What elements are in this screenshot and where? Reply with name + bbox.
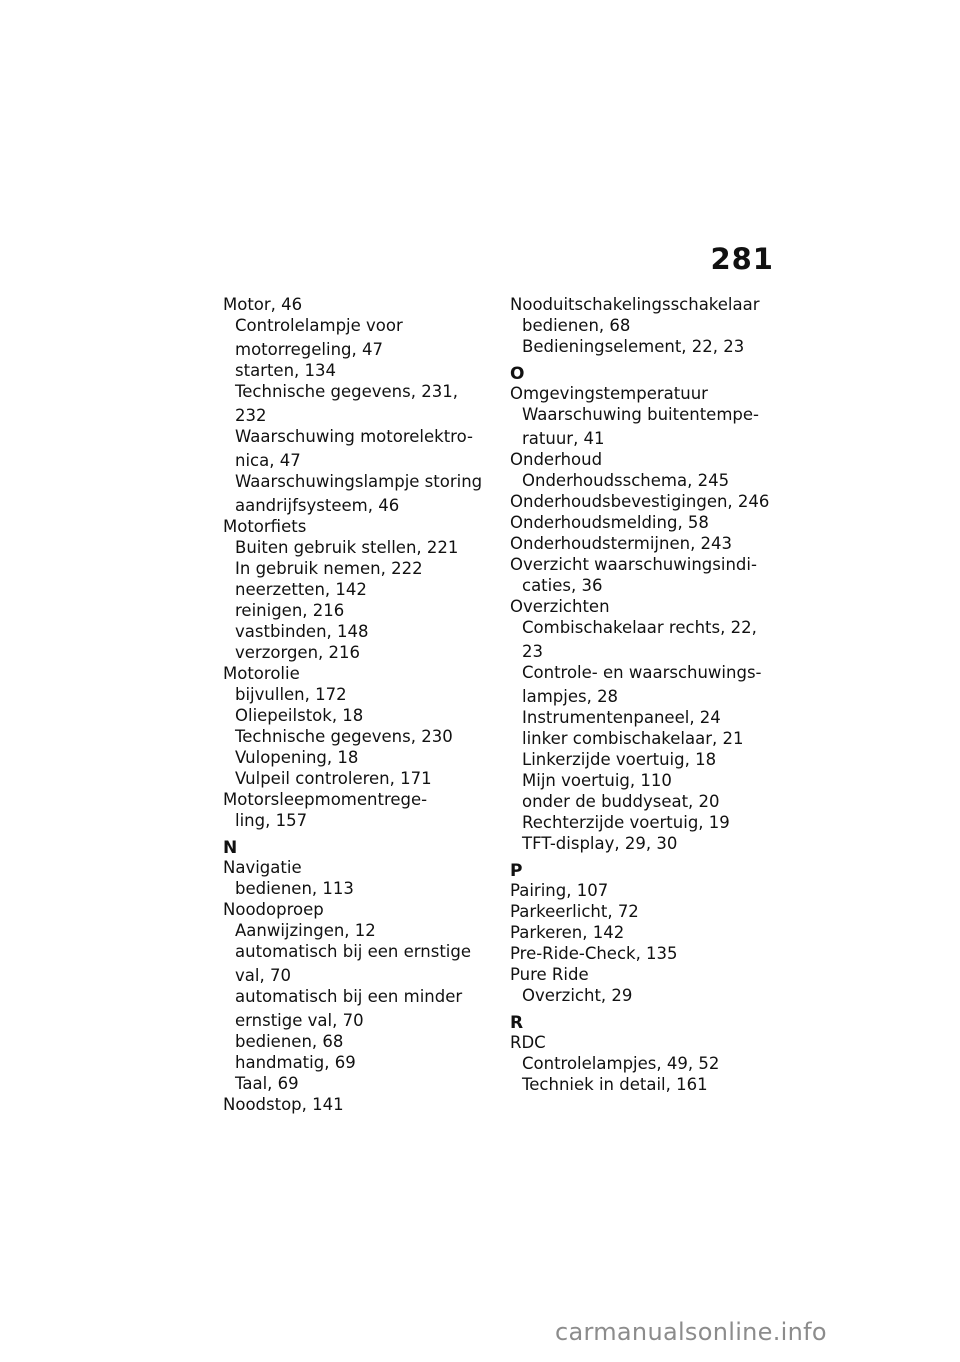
index-line: Overzicht waarschuwingsindi-	[510, 555, 757, 574]
index-line: Linkerzijde voertuig, 18	[522, 750, 717, 769]
index-line: bedienen, 68	[522, 316, 631, 335]
index-line: Vulopening, 18	[235, 748, 359, 767]
index-line: bedienen, 113	[235, 879, 354, 898]
index-subentry	[223, 1052, 493, 1073]
index-line: Onderhoudsmelding, 58	[510, 513, 709, 532]
index-subentry	[510, 1053, 782, 1074]
index-subentry	[510, 833, 782, 854]
index-line: handmatig, 69	[235, 1053, 356, 1072]
index-entry	[510, 533, 782, 554]
index-line: Vulpeil controleren, 171	[235, 769, 432, 788]
index-subentry	[223, 360, 493, 381]
index-subentry	[223, 747, 493, 768]
index-line: Technische gegevens, 230	[235, 727, 453, 746]
index-line: P	[510, 861, 523, 881]
index-subentry	[510, 770, 782, 791]
index-line: Waarschuwing buitentempe-	[522, 405, 759, 424]
index-entry	[510, 512, 782, 533]
index-line: Onderhoudsbevestigingen, 246	[510, 492, 770, 511]
index-subentry	[223, 705, 493, 726]
index-line-continued: 23	[522, 642, 543, 661]
index-line: vastbinden, 148	[235, 622, 369, 641]
index-line: Controlelampje voor	[235, 316, 403, 335]
index-subentry	[223, 537, 493, 558]
index-line-continued: ernstige val, 70	[235, 1011, 364, 1030]
watermark-text[interactable]: carmanualsonline.info	[555, 1318, 827, 1346]
index-subentry	[510, 728, 782, 749]
index-line: bijvullen, 172	[235, 685, 347, 704]
index-line: neerzetten, 142	[235, 580, 367, 599]
index-entry	[223, 899, 493, 920]
index-line: Motorsleepmomentrege-	[223, 790, 428, 809]
index-line: N	[223, 838, 238, 858]
index-line: Oliepeilstok, 18	[235, 706, 364, 725]
index-entry	[510, 922, 782, 943]
index-subentry	[510, 315, 782, 336]
index-letter-heading	[510, 862, 782, 880]
index-subentry	[223, 621, 493, 642]
index-entry	[510, 964, 782, 985]
index-subentry	[510, 470, 782, 491]
index-line: O	[510, 364, 525, 384]
index-line: Navigatie	[223, 858, 302, 877]
page-number: 281	[710, 242, 774, 276]
index-entry	[510, 596, 782, 617]
index-subentry	[223, 878, 493, 899]
index-line-continued: motorregeling, 47	[235, 340, 384, 359]
index-line: Taal, 69	[235, 1074, 299, 1093]
index-line: verzorgen, 216	[235, 643, 361, 662]
index-line: R	[510, 1013, 524, 1033]
index-line: RDC	[510, 1033, 546, 1052]
index-entry	[223, 663, 493, 684]
index-line: reinigen, 216	[235, 601, 345, 620]
index-line: Motorfiets	[223, 517, 307, 536]
index-line: Mijn voertuig, 110	[522, 771, 672, 790]
index-line-continued: aandrijfsysteem, 46	[235, 496, 400, 515]
index-subentry	[223, 986, 493, 1031]
index-line: Waarschuwingslampje storing	[235, 472, 483, 491]
index-subentry	[223, 684, 493, 705]
index-entry	[510, 449, 782, 470]
index-line: Waarschuwing motorelektro-	[235, 427, 473, 446]
index-entry	[223, 294, 493, 315]
index-line-continued: lampjes, 28	[522, 687, 619, 706]
index-line: Overzichten	[510, 597, 610, 616]
index-line: Technische gegevens, 231,	[235, 382, 458, 401]
index-line: Aanwijzingen, 12	[235, 921, 376, 940]
index-line: Parkeren, 142	[510, 923, 625, 942]
index-entry	[510, 383, 782, 404]
index-line: Onderhoudstermijnen, 243	[510, 534, 733, 553]
index-line: Overzicht, 29	[522, 986, 633, 1005]
index-line: Noodstop, 141	[223, 1095, 344, 1114]
index-subentry	[223, 920, 493, 941]
index-line: Controlelampjes, 49, 52	[522, 1054, 720, 1073]
index-line: Omgevingstemperatuur	[510, 384, 708, 403]
index-line: caties, 36	[522, 576, 603, 595]
index-subentry	[510, 575, 782, 596]
index-subentry	[223, 471, 493, 516]
index-line: onder de buddyseat, 20	[522, 792, 720, 811]
index-entry	[510, 901, 782, 922]
index-line: Rechterzijde voertuig, 19	[522, 813, 730, 832]
index-subentry	[223, 1073, 493, 1094]
index-subentry	[510, 336, 782, 357]
index-subentry	[510, 749, 782, 770]
index-line: Motor, 46	[223, 295, 303, 314]
index-subentry	[510, 707, 782, 728]
index-subentry	[223, 810, 493, 831]
index-subentry	[223, 941, 493, 986]
index-subentry	[510, 617, 782, 662]
index-line: Onderhoud	[510, 450, 603, 469]
index-entry	[510, 491, 782, 512]
index-line: Combischakelaar rechts, 22,	[522, 618, 757, 637]
index-entry	[223, 857, 493, 878]
index-line: Bedieningselement, 22, 23	[522, 337, 745, 356]
index-line: Pure Ride	[510, 965, 589, 984]
index-entry	[223, 789, 493, 810]
index-subentry	[223, 726, 493, 747]
index-entry	[223, 1094, 493, 1115]
index-line: In gebruik nemen, 222	[235, 559, 423, 578]
index-line: Pairing, 107	[510, 881, 609, 900]
index-subentry	[223, 768, 493, 789]
index-letter-heading	[223, 839, 493, 857]
index-entry	[510, 1032, 782, 1053]
index-line-continued: val, 70	[235, 966, 291, 985]
index-line: Pre-Ride-Check, 135	[510, 944, 678, 963]
index-line: automatisch bij een ernstige	[235, 942, 472, 961]
index-entry	[510, 294, 782, 315]
index-subentry	[510, 662, 782, 707]
index-line: Instrumentenpaneel, 24	[522, 708, 721, 727]
index-subentry	[223, 642, 493, 663]
index-line: Nooduitschakelingsschakelaar	[510, 295, 760, 314]
index-subentry	[510, 985, 782, 1006]
index-subentry	[510, 1074, 782, 1095]
index-subentry	[223, 426, 493, 471]
index-subentry	[510, 791, 782, 812]
index-subentry	[223, 579, 493, 600]
index-line: TFT-display, 29, 30	[522, 834, 678, 853]
index-line: linker combischakelaar, 21	[522, 729, 744, 748]
index-column-right	[510, 294, 782, 1095]
index-subentry	[223, 558, 493, 579]
index-line: ling, 157	[235, 811, 308, 830]
index-subentry	[223, 315, 493, 360]
index-line-continued: nica, 47	[235, 451, 301, 470]
index-line-continued: 232	[235, 406, 267, 425]
index-subentry	[223, 381, 493, 426]
index-entry	[510, 943, 782, 964]
index-line: automatisch bij een minder	[235, 987, 463, 1006]
index-letter-heading	[510, 1014, 782, 1032]
index-line: Noodoproep	[223, 900, 324, 919]
index-line: Parkeerlicht, 72	[510, 902, 639, 921]
index-line: Techniek in detail, 161	[522, 1075, 708, 1094]
index-line: starten, 134	[235, 361, 337, 380]
index-line: Buiten gebruik stellen, 221	[235, 538, 459, 557]
index-subentry	[510, 404, 782, 449]
index-subentry	[223, 600, 493, 621]
index-line: Motorolie	[223, 664, 300, 683]
index-entry	[510, 554, 782, 575]
index-line-continued: ratuur, 41	[522, 429, 605, 448]
index-subentry	[223, 1031, 493, 1052]
index-entry	[510, 880, 782, 901]
index-column-left	[223, 294, 493, 1115]
index-line: Controle- en waarschuwings-	[522, 663, 762, 682]
index-letter-heading	[510, 365, 782, 383]
index-line: bedienen, 68	[235, 1032, 344, 1051]
index-entry	[223, 516, 493, 537]
index-subentry	[510, 812, 782, 833]
index-line: Onderhoudsschema, 245	[522, 471, 730, 490]
